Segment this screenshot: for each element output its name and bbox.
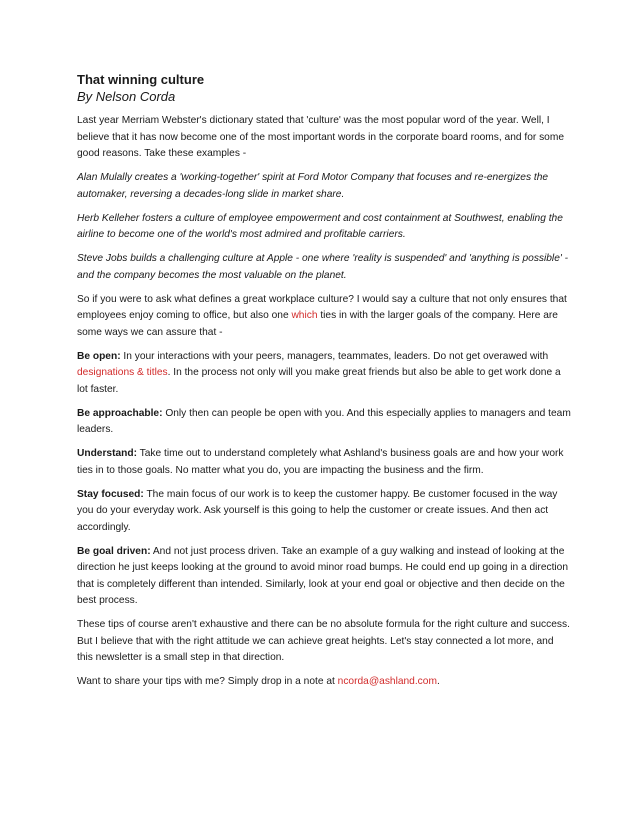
tip-heading-be-open: Be open: [77,350,121,362]
tip-text-be-open-after: . In the process not only will you make great friends but also be able to get work done a lot faster. [77,367,561,395]
tip-text-understand: Take time out to understand completely what Ashland's business goals are and how your work ties in to those goals. No matter what you do, you are impacting the business and the firm. [77,448,564,476]
contact-paragraph [77,674,572,691]
contact-email-link[interactable]: ncorda@ashland.com [337,676,437,687]
tip-text-be-approachable: Only then can people be open with you. And this especially applies to managers and team leaders. [77,407,571,435]
example-paragraph-southwest: Herb Kelleher fosters a culture of employee empowerment and cost containment at Southwest, enabling the airline to become one of the world's most admired and profitable carriers. [77,212,563,240]
closing-paragraph: These tips of course aren't exhaustive and there can be no absolute formula for the right culture and success. But I believe that with the right attitude we can achieve great heights. Let's stay connected a lot more, and this newsletter is a small step in that direction. [77,619,570,663]
example-paragraph-ford: Alan Mulally creates a 'working-together' spirit at Ford Motor Company that focuses and re-energizes the automaker, reversing a decades-long slide in market share. [77,172,549,200]
tip-heading-understand: Understand: [77,448,137,459]
question-text-after: ties in with the larger goals of the company. Here are some ways we can assure that - [77,310,558,338]
contact-text-after: . [436,676,440,687]
tip-text-stay-focused: The main focus of our work is to keep the customer happy. Be customer focused in the way you do your everyday work. Ask yourself is this going to help the customer or create issues. And then act accordingly. [77,488,558,533]
intro-paragraph: Last year Merriam Webster's dictionary stated that 'culture' was the most popular word of the year. Well, I believe that it has now become one of the most important words in the corporate board rooms, and for some good reasons. Take these examples - [77,115,564,159]
example-paragraph-apple: Steve Jobs builds a challenging culture at Apple - one where 'reality is suspended' and 'anything is possible' - and the company becomes the most valuable on the planet. [77,253,569,281]
tip-heading-be-approachable: Be approachable: [77,407,163,419]
tip-heading-stay-focused: Stay focused: [77,488,144,500]
article-byline: By Nelson Corda [77,89,176,104]
tip-be-approachable [77,406,572,439]
question-paragraph [77,292,572,342]
question-text-before: So if you were to ask what defines a great workplace culture? I would say a culture that not only ensures that employees enjoy coming to office, but also one [77,293,567,321]
highlight-designations-titles: designations & titles [77,367,168,378]
tip-understand [77,446,572,479]
article-title: That winning culture [77,72,205,87]
tip-text-be-goal-driven: And not just process driven. Take an example of a guy walking and instead of looking at the direction he just keeps looking at the ground to avoid minor road bumps. He could end up going in a direction that is completely different than intended. Similarly, look at your end goal or objective and then decide on the best process. [77,545,569,606]
tip-be-goal-driven [77,544,572,610]
contact-text-before: Want to share your tips with me? Simply drop in a note at [77,676,338,687]
tip-text-be-open-before: In your interactions with your peers, managers, teammates, leaders. Do not get overawed with [120,350,549,362]
tip-stay-focused [77,487,572,537]
tip-be-open [77,349,572,399]
highlight-word-which: which [291,310,318,321]
tip-heading-be-goal-driven: Be goal driven: [77,545,151,557]
